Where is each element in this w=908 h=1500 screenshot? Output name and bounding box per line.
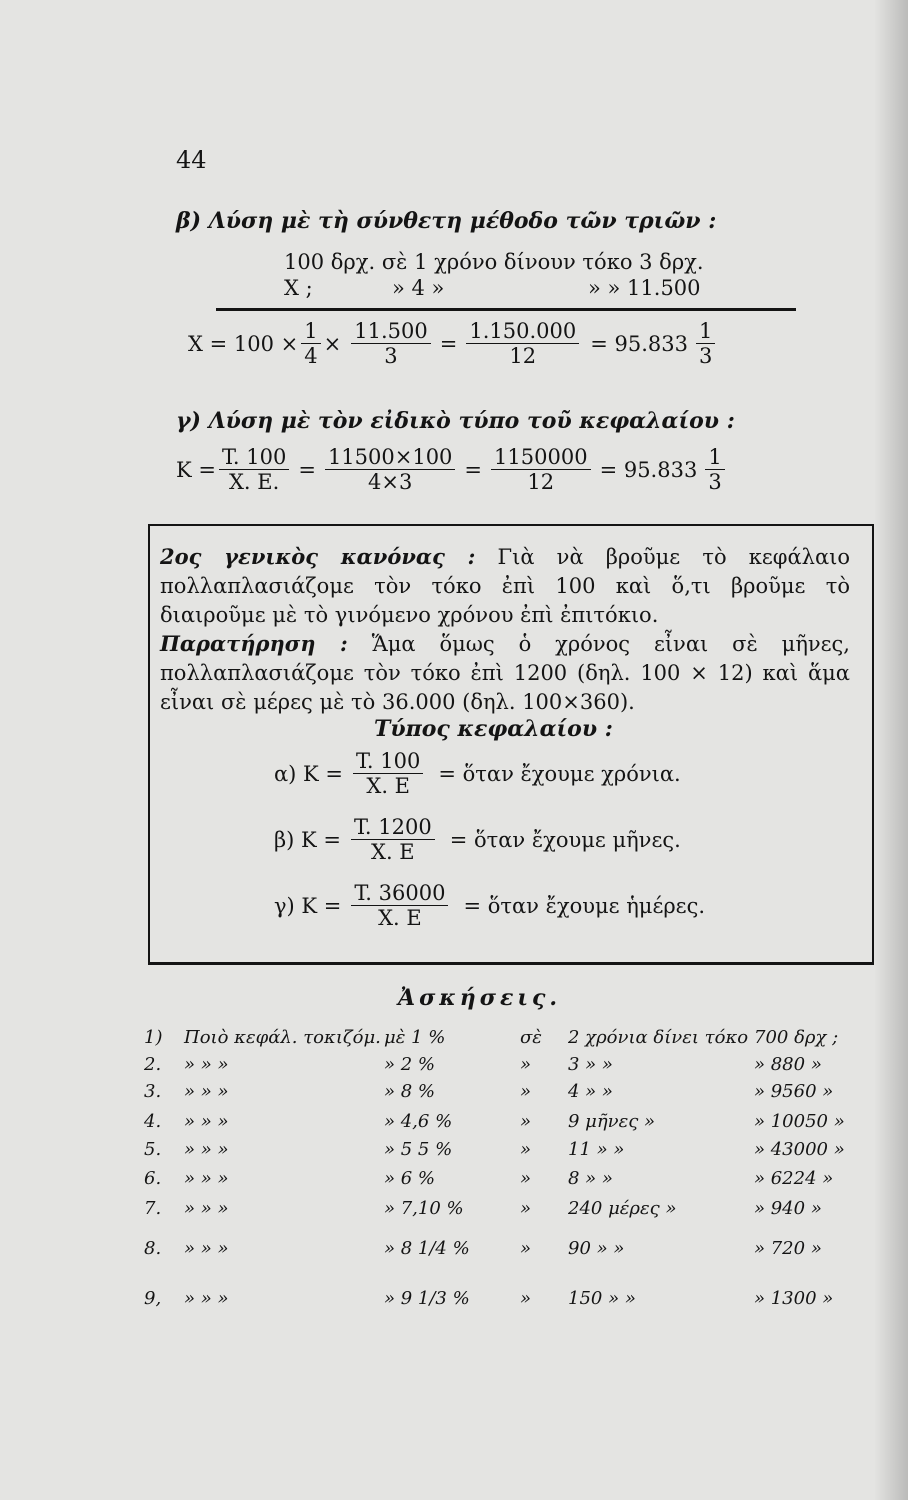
formula-label: γ) K = <box>274 893 342 918</box>
exercise-row <box>144 1238 874 1264</box>
rule-text: Γιὰ νὰ βροῦμε τὸ κεφάλαιο πολλαπλασιάζομε τὸν τόκο ἐπὶ 100 καὶ ὅ,τι βροῦμε τὸ διαιροῦμε μὲ τὸ γινόμενο χρόνου ἐπὶ ἐπιτόκιο. <box>160 545 850 627</box>
fraction: $\frac{11500\times 100}{4\times 3}$ <box>325 446 455 493</box>
exercise-d2: » <box>520 1238 532 1259</box>
exercise-time: 9 μῆνες » <box>568 1111 656 1132</box>
note-label: Παρατήρηση : <box>160 631 348 656</box>
exercise-d2: » <box>520 1139 532 1160</box>
exercise-amount: » 880 » <box>754 1054 822 1075</box>
fraction: $\frac{11.500}{3}$ <box>351 320 430 367</box>
exercise-d1: » » » <box>184 1288 229 1309</box>
exercise-n: 7. <box>144 1198 162 1219</box>
fraction: $\frac{1}{3}$ <box>705 446 724 493</box>
note-paragraph <box>160 629 850 717</box>
exercise-rate: » 2 % <box>384 1054 436 1075</box>
section-c-equation <box>176 446 728 493</box>
exercise-row <box>144 1198 874 1224</box>
exercise-d2: » <box>520 1168 532 1189</box>
equals-sign: = <box>439 331 458 356</box>
exercise-row <box>144 1288 874 1314</box>
section-b-heading: β) Λύση μὲ τὴ σύνθετη μέθοδο τῶν τριῶν : <box>176 208 717 234</box>
exercise-row <box>144 1027 874 1053</box>
section-b-line1: 100 δρχ. σὲ 1 χρόνο δίνουν τόκο 3 δρχ. <box>284 250 704 274</box>
formula-c <box>274 882 705 929</box>
exercise-rate: » 9 1/3 % <box>384 1288 470 1309</box>
rule-paragraph <box>160 542 850 630</box>
rule-label: 2ος γενικὸς κανόνας : <box>160 544 476 569</box>
exercise-time: 8 » » <box>568 1168 613 1189</box>
exercise-rate: » 4,6 % <box>384 1111 453 1132</box>
exercise-row <box>144 1111 874 1137</box>
exercise-rate: » 8 1/4 % <box>384 1238 470 1259</box>
exercise-amount: » 9560 » <box>754 1081 834 1102</box>
equals-sign: = <box>464 457 483 482</box>
exercise-amount: 700 δρχ ; <box>754 1027 839 1048</box>
exercise-d1: » » » <box>184 1238 229 1259</box>
exercise-d2: » <box>520 1198 532 1219</box>
page-number: 44 <box>176 146 207 174</box>
exercise-rate: » 7,10 % <box>384 1198 464 1219</box>
section-b-line2-right: » » 11.500 <box>588 276 701 300</box>
exercise-d2: » <box>520 1081 532 1102</box>
times-sign: × <box>323 331 342 356</box>
exercise-time: 3 » » <box>568 1054 613 1075</box>
exercise-n: 8. <box>144 1238 162 1259</box>
exercise-time: 4 » » <box>568 1081 613 1102</box>
exercise-time: 90 » » <box>568 1238 625 1259</box>
exercise-d1: » » » <box>184 1139 229 1160</box>
exercise-d2: » <box>520 1111 532 1132</box>
fraction: $\frac{1}{3}$ <box>696 320 715 367</box>
section-b-line2-left: X ; <box>284 276 313 300</box>
exercise-time: 11 » » <box>568 1139 625 1160</box>
exercise-time: 240 μέρες » <box>568 1198 677 1219</box>
result: = 95.833 <box>599 457 698 482</box>
section-b-line2-mid: » 4 » <box>392 276 445 300</box>
exercise-d2: σὲ <box>520 1027 542 1048</box>
section-c-heading: γ) Λύση μὲ τὸν εἰδικὸ τύπο τοῦ κεφαλαίου : <box>176 408 735 434</box>
fraction: $\frac{T. 100}{X. E.}$ <box>219 446 289 493</box>
page-shadow <box>874 0 908 1500</box>
equals-sign: = <box>298 457 316 482</box>
formula-a <box>274 750 681 797</box>
k-label: K = <box>176 457 216 482</box>
formula-label: α) K = <box>274 761 344 786</box>
exercise-rate: » 5 5 % <box>384 1139 453 1160</box>
section-b-rule <box>216 308 796 311</box>
eq-prefix: X = 100 × <box>188 331 299 356</box>
exercise-rate: » 8 % <box>384 1081 436 1102</box>
exercise-time: 2 χρόνια δίνει τόκο <box>568 1027 749 1048</box>
fraction: $\frac{1}{4}$ <box>301 320 320 367</box>
exercise-n: 9, <box>144 1288 162 1309</box>
exercise-n: 2. <box>144 1054 162 1075</box>
formulas-title: Τύπος κεφαλαίου : <box>374 716 613 742</box>
exercise-row <box>144 1054 874 1080</box>
exercise-d1: » » » <box>184 1054 229 1075</box>
exercise-n: 5. <box>144 1139 162 1160</box>
exercise-d1: » » » <box>184 1081 229 1102</box>
exercise-d1: » » » <box>184 1168 229 1189</box>
fraction: $\frac{1150000}{12}$ <box>491 446 591 493</box>
fraction: $\frac{T. 36000}{X. E}$ <box>351 882 448 929</box>
formula-desc: = ὅταν ἔχουμε χρόνια. <box>438 761 681 786</box>
exercise-d1: » » » <box>184 1198 229 1219</box>
exercise-amount: » 1300 » <box>754 1288 834 1309</box>
formula-label: β) K = <box>274 827 341 852</box>
exercise-row <box>144 1139 874 1165</box>
fraction: $\frac{T. 1200}{X. E}$ <box>351 816 435 863</box>
exercise-n: 1) <box>144 1027 163 1048</box>
note-text: Ἅμα ὅμως ὁ χρόνος εἶναι σὲ μῆνες, πολλαπλασιάζομε τὸν τόκο ἐπὶ 1200 (δηλ. 100 × 12) καὶ ἅμα εἶναι σὲ μέρες μὲ τὸ 36.000 (δηλ. 100×360). <box>160 632 850 714</box>
exercise-row <box>144 1168 874 1194</box>
exercise-d2: » <box>520 1054 532 1075</box>
exercise-time: 150 » » <box>568 1288 636 1309</box>
result: = 95.833 <box>590 331 688 356</box>
section-b-equation <box>188 320 718 367</box>
exercise-n: 4. <box>144 1111 162 1132</box>
exercise-rate: μὲ 1 % <box>384 1027 446 1048</box>
exercise-d2: » <box>520 1288 532 1309</box>
exercises-title: Ἀσκήσεις. <box>398 985 562 1011</box>
exercise-n: 3. <box>144 1081 162 1102</box>
formula-desc: = ὅταν ἔχουμε ἡμέρες. <box>463 893 705 918</box>
exercise-amount: » 43000 » <box>754 1139 845 1160</box>
exercise-row <box>144 1081 874 1107</box>
exercise-d1: Ποιὸ κεφάλ. τοκιζόμ. <box>184 1027 381 1048</box>
fraction: $\frac{1.150.000}{12}$ <box>466 320 579 367</box>
exercise-amount: » 10050 » <box>754 1111 845 1132</box>
formula-desc: = ὅταν ἔχουμε μῆνες. <box>449 827 681 852</box>
exercise-amount: » 720 » <box>754 1238 822 1259</box>
exercise-rate: » 6 % <box>384 1168 436 1189</box>
fraction: $\frac{T. 100}{X. E}$ <box>353 750 423 797</box>
formula-b <box>274 816 681 863</box>
exercise-amount: » 6224 » <box>754 1168 834 1189</box>
exercise-n: 6. <box>144 1168 162 1189</box>
exercise-amount: » 940 » <box>754 1198 822 1219</box>
exercise-d1: » » » <box>184 1111 229 1132</box>
